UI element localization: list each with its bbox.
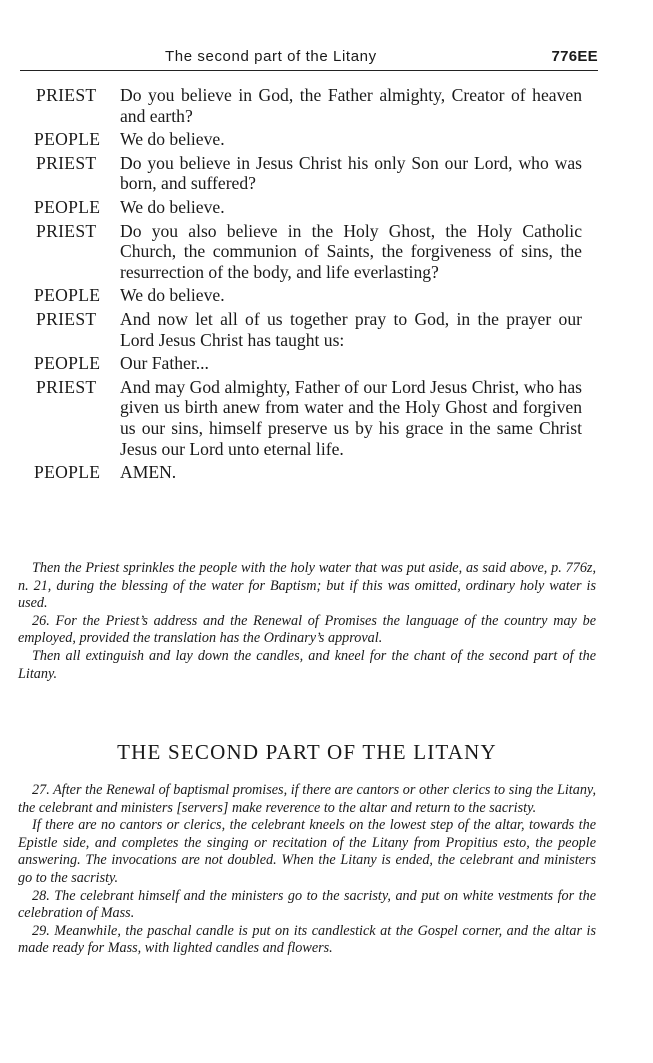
rubric-paragraph: 27. After the Renewal of baptismal promises, if there are cantors or other clerics to sing the Litany, the celebrant and ministers [servers] make reverence to the altar and return to the sacristy. [18, 782, 596, 816]
dialogue-block [36, 82, 582, 483]
dialogue-line [36, 377, 582, 459]
rubric-paragraph: 28. The celebrant himself and the ministers go to the sacristy, and put on white vestments for the celebration of Mass. [18, 887, 596, 922]
dialogue-line [36, 462, 582, 483]
rubric-paragraph: Then all extinguish and lay down the candles, and kneel for the chant of the second part of the Litany. [18, 647, 596, 682]
speaker-label: PEOPLE [34, 285, 101, 306]
dialogue-text: We do believe. [120, 196, 225, 217]
dialogue-text: Do you believe in Jesus Christ his only Son our Lord, who was born, and suffered? [120, 152, 582, 194]
dialogue-line [36, 85, 582, 126]
dialogue-line [36, 309, 582, 350]
speaker-label: PEOPLE [34, 129, 101, 150]
dialogue-text: Our Father... [120, 353, 209, 374]
speaker-label: PRIEST [36, 376, 97, 397]
dialogue-line [36, 129, 582, 150]
dialogue-text: Do you also believe in the Holy Ghost, the Holy Catholic Church, the communion of Saints, the forgiveness of sins, the resurrection of the body, and life everlasting? [120, 220, 582, 282]
speaker-label: PEOPLE [34, 196, 101, 217]
running-head [20, 48, 598, 71]
dialogue-text: AMEN. [120, 462, 177, 483]
dialogue-text: Do you believe in God, the Father almighty, Creator of heaven and earth? [120, 85, 582, 126]
running-head-title: The second part of the Litany [165, 48, 377, 65]
speaker-label: PEOPLE [34, 462, 101, 483]
rubric-paragraph: 26. For the Priest’s address and the Renewal of Promises the language of the country may be employed, provided the translation has the Ordinary’s approval. [18, 612, 596, 647]
speaker-label: PRIEST [36, 308, 97, 329]
dialogue-text: We do believe. [120, 129, 225, 150]
speaker-label: PRIEST [36, 220, 97, 241]
rubric-paragraph: If there are no cantors or clerics, the celebrant kneels on the lowest step of the altar, towards the Epistle side, and completes the singing or recitation of the Litany from Propitius esto, the people answering. The invocations are not doubled. When the Litany is ended, the celebrant and ministers go to the sacristy. [18, 817, 596, 886]
dialogue-line [36, 221, 582, 283]
rubric-block-after [18, 782, 596, 958]
page-number: 776EE [551, 48, 598, 65]
dialogue-line [36, 285, 582, 306]
dialogue-line [36, 353, 582, 374]
dialogue-text: We do believe. [120, 285, 225, 306]
speaker-label: PRIEST [36, 85, 97, 105]
dialogue-line [36, 153, 582, 194]
rubric-block-before [18, 560, 596, 683]
dialogue-text: And may God almighty, Father of our Lord Jesus Christ, who has given us birth anew from water and the Holy Ghost and forgiven us our sins, himself preserve us by his grace in the same Christ Jesus our Lord unto eternal life. [120, 376, 582, 459]
section-heading: THE SECOND PART OF THE LITANY [117, 740, 497, 764]
rubric-paragraph: 29. Meanwhile, the paschal candle is put on its candlestick at the Gospel corner, and the altar is made ready for Mass, with lighted candles and flowers. [18, 922, 596, 957]
rubric-paragraph: Then the Priest sprinkles the people with the holy water that was put aside, as said above, p. 776z, n. 21, during the blessing of the water for Baptism; but if this was omitted, ordinary holy water is used. [18, 560, 596, 612]
speaker-label: PRIEST [36, 152, 97, 173]
dialogue-line [36, 197, 582, 218]
speaker-label: PEOPLE [34, 353, 101, 374]
dialogue-text: And now let all of us together pray to God, in the prayer our Lord Jesus Christ has taught us: [120, 308, 582, 350]
